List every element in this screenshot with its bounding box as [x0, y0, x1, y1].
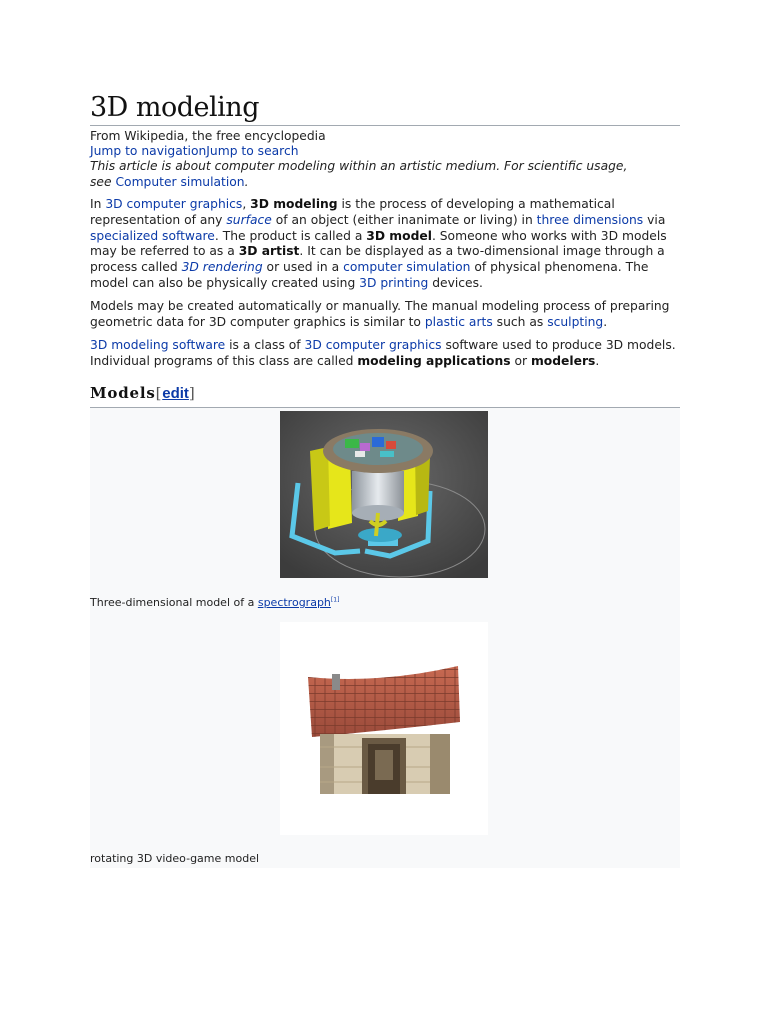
- page-title: 3D modeling: [90, 92, 259, 123]
- third-paragraph: [90, 338, 680, 370]
- surface-link[interactable]: surface: [226, 212, 272, 227]
- hatnote-text: This article is about computer modeling within an artistic medium. For scientific usage, see: [90, 159, 628, 189]
- text: In: [90, 197, 106, 211]
- text: . The product is called a: [214, 228, 367, 243]
- computer-simulation-link[interactable]: Computer simulation: [115, 174, 245, 189]
- image-gallery: [90, 408, 680, 868]
- intro-paragraph: [90, 197, 680, 292]
- plastic-arts-link[interactable]: plastic arts: [424, 314, 493, 329]
- gallery-caption-1: [90, 596, 339, 609]
- section-title: Models: [90, 384, 156, 402]
- specialized-software-link[interactable]: specialized software: [90, 228, 215, 243]
- text: software used to produce 3D models. Individual programs of this class are called: [90, 338, 676, 368]
- site-subtitle: From Wikipedia, the free encyclopedia: [90, 129, 326, 143]
- section-heading-models: [90, 384, 196, 402]
- jump-to-navigation-link[interactable]: Jump to navigation: [90, 144, 207, 158]
- citation-ref[interactable]: [1]: [330, 596, 340, 604]
- text: of an object (either inanimate or living) in: [271, 212, 537, 227]
- text: or used in a: [262, 260, 344, 275]
- gallery-caption-2: rotating 3D video-game model: [90, 852, 260, 865]
- spectrograph-image[interactable]: [280, 411, 488, 578]
- 3d-computer-graphics-link[interactable]: 3D computer graphics: [105, 197, 243, 211]
- text: via: [643, 212, 666, 227]
- 3d-computer-graphics-link-2[interactable]: 3D computer graphics: [304, 338, 442, 352]
- hatnote: [90, 159, 650, 190]
- computer-simulation-inline-link[interactable]: computer simulation: [343, 260, 471, 275]
- text: .: [595, 353, 600, 368]
- caption-text: Three-dimensional model of a: [90, 596, 258, 609]
- sculpting-link[interactable]: sculpting: [547, 314, 604, 329]
- title-divider: [90, 125, 680, 126]
- text: . Someone who works with 3D models may be referred to as a: [90, 228, 667, 259]
- text: or: [510, 353, 531, 368]
- bold-term: 3D modeling: [250, 197, 338, 211]
- hatnote-end: .: [244, 174, 249, 189]
- 3d-modeling-software-link[interactable]: 3D modeling software: [90, 338, 226, 352]
- text: such as: [492, 314, 548, 329]
- bracket: [: [155, 384, 163, 402]
- text: is the process of developing a mathematical representation of any: [90, 197, 615, 227]
- 3d-printing-link[interactable]: 3D printing: [359, 275, 429, 290]
- text: is a class of: [225, 338, 305, 352]
- bold-term: 3D artist: [238, 244, 300, 259]
- jump-links: [90, 144, 299, 160]
- three-dimensions-link[interactable]: three dimensions: [536, 212, 644, 227]
- second-paragraph: [90, 299, 680, 331]
- bracket: ]: [188, 384, 196, 402]
- text: ,: [242, 197, 251, 211]
- text: of physical phenomena. The model can also be physically created using: [90, 260, 649, 290]
- 3d-rendering-link[interactable]: 3D rendering: [181, 260, 263, 275]
- spectrograph-link[interactable]: spectrograph: [257, 596, 331, 609]
- text: devices.: [428, 275, 483, 290]
- text: Models may be created automatically or manually. The manual modeling process of preparing geometric data for 3D computer graphics is similar to: [90, 299, 670, 329]
- video-game-model-image[interactable]: [280, 622, 488, 835]
- text: .: [603, 314, 608, 329]
- bold-term: modeling applications: [357, 353, 511, 368]
- jump-to-search-link[interactable]: Jump to search: [206, 144, 299, 158]
- edit-section-link[interactable]: edit: [162, 385, 189, 402]
- text: . It can be displayed as a two-dimensional image through a process called: [90, 244, 665, 275]
- bold-term: 3D model: [366, 228, 432, 243]
- bold-term: modelers: [530, 353, 596, 368]
